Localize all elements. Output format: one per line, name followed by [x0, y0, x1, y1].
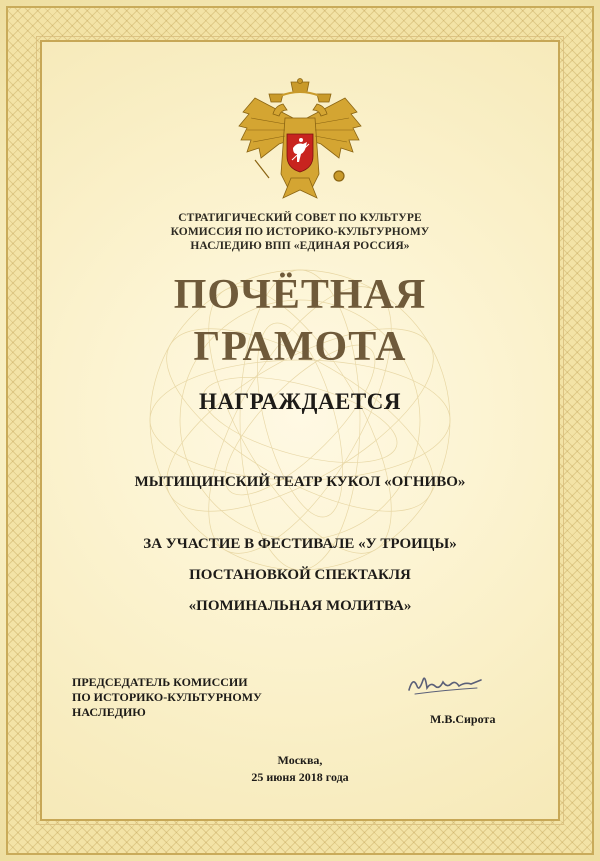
- reason-line-3: «ПОМИНАЛЬНАЯ МОЛИТВА»: [188, 598, 412, 614]
- chair-line-2: ПО ИСТОРИКО-КУЛЬТУРНОМУ: [72, 690, 262, 704]
- chair-title-block: [72, 675, 332, 720]
- chair-line-1: ПРЕДСЕДАТЕЛЬ КОМИССИИ: [72, 675, 248, 689]
- city: Москва,: [277, 753, 323, 767]
- handwritten-signature: [405, 668, 485, 702]
- chair-line-3: НАСЛЕДИЮ: [72, 705, 146, 719]
- certificate-title-line-1: ПОЧЁТНАЯ: [173, 272, 427, 318]
- signer-name: М.В.Сирота: [430, 712, 496, 726]
- issuer-line-1: СТРАТИГИЧЕСКИЙ СОВЕТ ПО КУЛЬТУРЕ: [178, 212, 422, 224]
- reason-line-1: ЗА УЧАСТИЕ В ФЕСТИВАЛЕ «У ТРОИЦЫ»: [143, 536, 457, 552]
- issuer-line-3: НАСЛЕДИЮ ВПП «ЕДИНАЯ РОССИЯ»: [190, 240, 410, 252]
- coat-of-arms-icon: [235, 78, 365, 208]
- date: 25 июня 2018 года: [251, 770, 349, 784]
- issuer-line-2: КОМИССИЯ ПО ИСТОРИКО-КУЛЬТУРНОМУ: [170, 226, 430, 238]
- recipient-name: МЫТИЩИНСКИЙ ТЕАТР КУКОЛ «ОГНИВО»: [134, 474, 466, 490]
- place-and-date: [200, 752, 400, 786]
- issuer-block: [100, 211, 500, 253]
- awarded-label: НАГРАЖДАЕТСЯ: [199, 389, 401, 414]
- reason-line-2: ПОСТАНОВКОЙ СПЕКТАКЛЯ: [189, 567, 411, 583]
- certificate-title-line-2: ГРАМОТА: [193, 324, 407, 370]
